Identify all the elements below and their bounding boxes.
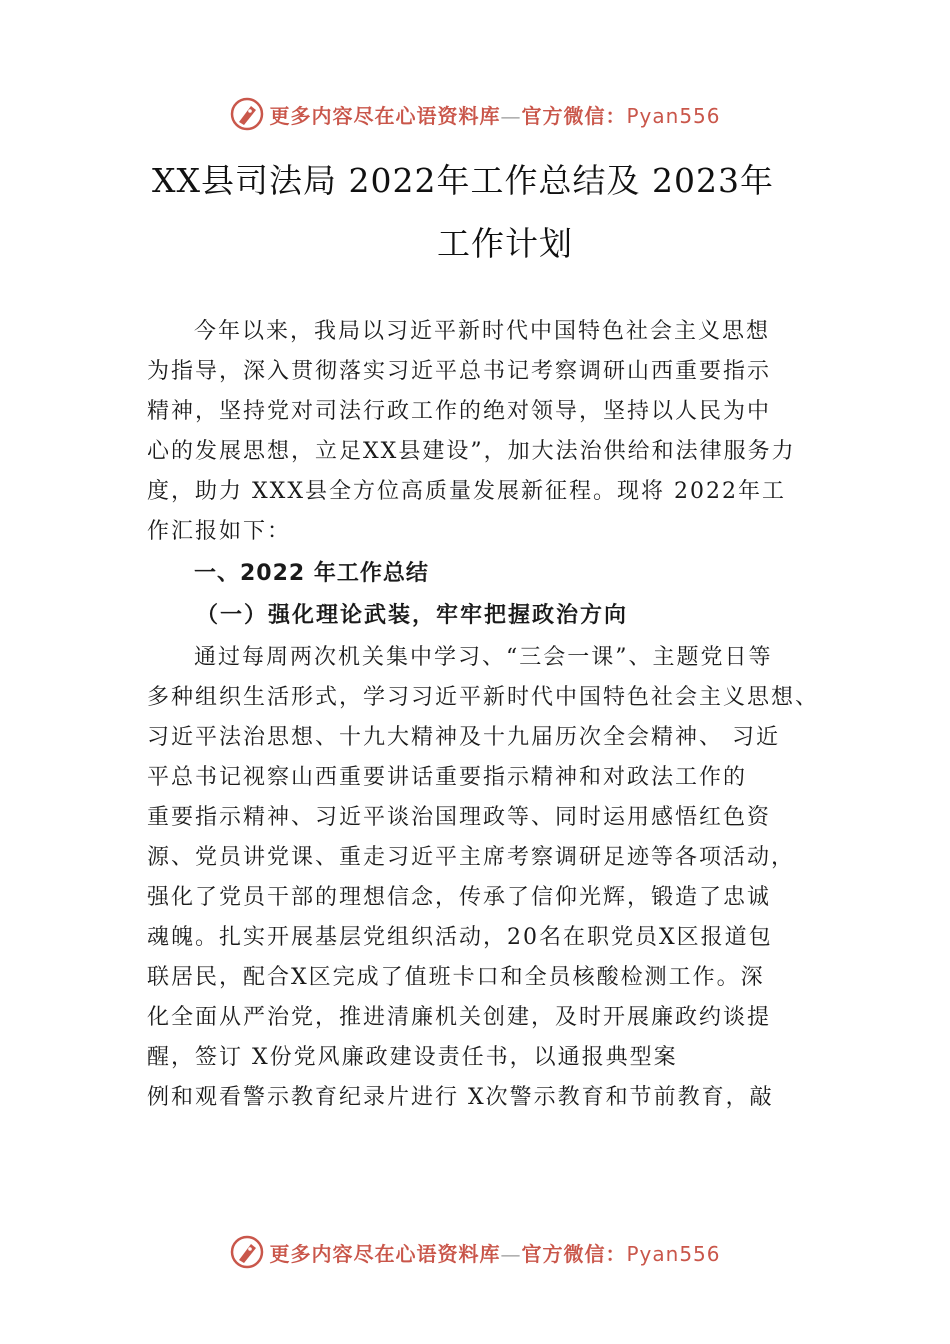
watermark-separator: — bbox=[500, 103, 522, 128]
watermark-separator: — bbox=[500, 1241, 522, 1266]
watermark-text bbox=[269, 1238, 720, 1267]
watermark-id: Pyan556 bbox=[626, 1241, 721, 1266]
paragraph-line: 平总书记视察山西重要讲话重要指示精神和对政法工作的 bbox=[147, 765, 748, 790]
watermark-brand: 更多内容尽在心语资料库 bbox=[269, 1241, 501, 1266]
watermark-id: Pyan556 bbox=[626, 103, 721, 128]
section-heading: 一、2022 年工作总结 bbox=[194, 561, 429, 586]
paragraph-line: 联居民，配合X区完成了值班卡口和全员核酸检测工作。深 bbox=[147, 965, 765, 990]
subsection-heading: （一）强化理论武装，牢牢把握政治方向 bbox=[196, 602, 629, 628]
paragraph-line: 通过每周两次机关集中学习、“三会一课”、主题党日等 bbox=[194, 645, 773, 670]
paragraph-line: 多种组织生活形式，学习习近平新时代中国特色社会主义思想、 bbox=[147, 685, 820, 710]
paragraph-line: 例和观看警示教育纪录片进行 X次警示教育和节前教育，敲 bbox=[147, 1085, 774, 1110]
watermark-label: 官方微信： bbox=[521, 1241, 627, 1266]
intro-line: 今年以来，我局以习近平新时代中国特色社会主义思想 bbox=[194, 319, 771, 344]
pen-nib-logo-icon bbox=[229, 96, 265, 132]
paragraph-line: 醒，签订 X份党风廉政建设责任书，以通报典型案 bbox=[147, 1045, 678, 1070]
paragraph-line: 魂魄。扎实开展基层党组织活动，20名在职党员X区报道包 bbox=[147, 925, 773, 950]
paragraph-line: 强化了党员干部的理想信念，传承了信仰光辉，锻造了忠诚 bbox=[147, 885, 772, 910]
intro-line: 心的发展思想，立足XX县建设”，加大法治供给和法律服务力 bbox=[147, 439, 796, 464]
paragraph-line: 习近平法治思想、十九大精神及十九届历次全会精神、 习近 bbox=[147, 725, 780, 750]
document-title-line2: 工作计划 bbox=[437, 224, 573, 263]
watermark-text bbox=[269, 100, 720, 129]
watermark-label: 官方微信： bbox=[521, 103, 627, 128]
intro-line: 度，助力 XXX县全方位高质量发展新征程。现将 2022年工 bbox=[147, 479, 786, 504]
paragraph-line: 重要指示精神、习近平谈治国理政等、同时运用感悟红色资 bbox=[147, 805, 772, 830]
pen-nib-logo-icon bbox=[229, 1234, 265, 1270]
footer-watermark bbox=[0, 1232, 950, 1272]
intro-line: 精神，坚持党对司法行政工作的绝对领导，坚持以人民为中 bbox=[147, 399, 772, 424]
intro-line: 作汇报如下： bbox=[147, 519, 292, 544]
watermark-brand: 更多内容尽在心语资料库 bbox=[269, 103, 501, 128]
document-title-line1: XX县司法局 2022年工作总结及 2023年 bbox=[152, 161, 774, 200]
intro-line: 为指导，深入贯彻落实习近平总书记考察调研山西重要指示 bbox=[147, 359, 772, 384]
header-watermark bbox=[0, 94, 950, 134]
paragraph-line: 化全面从严治党，推进清廉机关创建，及时开展廉政约谈提 bbox=[147, 1005, 772, 1030]
paragraph-line: 源、党员讲党课、重走习近平主席考察调研足迹等各项活动， bbox=[147, 845, 796, 870]
